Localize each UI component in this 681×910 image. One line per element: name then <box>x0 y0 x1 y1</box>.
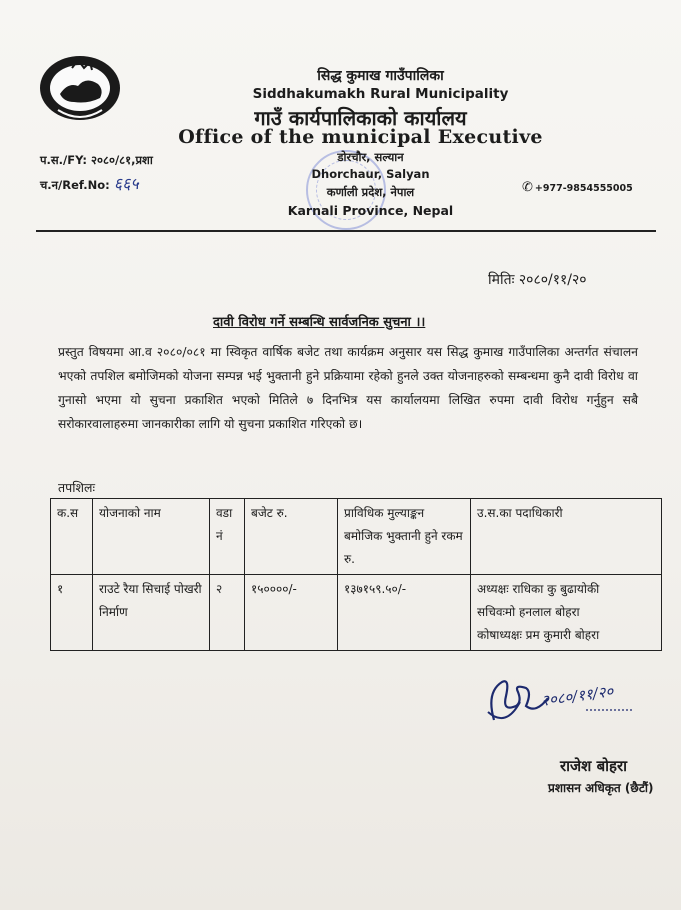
address-np-1: डोरचौर, सल्यान <box>337 150 404 164</box>
fy-value: २०८०/८१,प्रशा <box>91 153 153 167</box>
cell-project-name: राउटे रैया सिचाई पोखरी निर्माण <box>93 575 210 651</box>
table-header-row <box>51 499 662 575</box>
municipality-name-np: सिद्ध कुमाख गाउँपालिका <box>317 68 444 84</box>
ref-label: च.न/Ref.No: <box>40 178 110 192</box>
table-row <box>51 575 662 651</box>
handwritten-signature <box>476 662 646 742</box>
signatory-name: राजेश बोहरा <box>560 757 628 775</box>
project-table <box>50 498 662 651</box>
cell-officials <box>471 575 662 651</box>
office-name-en: Office of the municipal Executive <box>178 126 543 148</box>
phone-number: +977-9854555005 <box>534 183 633 194</box>
signatory-title: प्रशासन अधिकृत (छैटौं) <box>548 781 654 795</box>
notice-body: प्रस्तुत विषयमा आ.व २०८०/०८१ मा स्विकृत वार्षिक बजेट तथा कार्यक्रम अनुसार यस सिद्ध कुमाख गाउँपालिका अन्तर्गत संचालन भएको तपशिल बमोजिमको योजना सम्पन्न भई भुक्तानी हुने प्रक्रियामा रहेको हुनले उक्त योजनाहरुको सम्बन्धमा कुनै दावी विरोध वा गुनासो भएमा यो सुचना प्रकाशित भएको मितिले ७ दिनभित्र यस कार्यालयमा लिखित रुपमा दावी विरोध गर्नुहुन सबै सरोकारवालाहरुमा जानकारीका लागि यो सुचना प्रकाशित गरिएको छ। <box>58 345 638 431</box>
notice-subject: दावी विरोध गर्ने सम्बन्धि सार्वजनिक सुचना ।। <box>213 315 426 330</box>
phone-icon: ✆ <box>522 180 533 195</box>
cell-payable: १३७१५९.५०/- <box>338 575 471 651</box>
official-chair: अध्यक्षः राधिका कु बुढायोकी <box>477 582 600 596</box>
fiscal-year-line <box>40 153 153 168</box>
phone-line <box>522 180 633 195</box>
col-header-sn: क.स <box>51 499 93 575</box>
header-divider <box>36 230 656 232</box>
address-np-2: कर्णाली प्रदेश, नेपाल <box>326 185 415 199</box>
col-header-project-name: योजनाको नाम <box>93 499 210 575</box>
col-header-payable: प्राविधिक मुल्याङ्कन बमोजिक भुक्तानी हुने रकम रु. <box>338 499 471 575</box>
cell-ward: २ <box>210 575 245 651</box>
official-secretary: सचिवःमो हनलाल बोहरा <box>477 605 580 619</box>
address-en-1: Dhorchaur, Salyan <box>311 167 430 181</box>
reference-line <box>40 172 139 194</box>
municipality-name-en: Siddhakumakh Rural Municipality <box>252 86 509 102</box>
col-header-ward: वडा नं <box>210 499 245 575</box>
address-en-2: Karnali Province, Nepal <box>287 203 454 218</box>
official-treasurer: कोषाध्यक्षः प्रम कुमारी बोहरा <box>477 628 600 642</box>
notice-date: मितिः २०८०/११/२० <box>488 272 587 288</box>
office-name-np: गाउँ कार्यपालिकाको कार्यालय <box>254 106 467 130</box>
fy-label: प.स./FY: <box>40 153 88 167</box>
details-label: तपशिलः <box>58 480 95 495</box>
signature-date: २०८०/११/२० <box>540 682 615 710</box>
col-header-budget: बजेट रु. <box>245 499 338 575</box>
ref-value: ६६५ <box>113 174 139 193</box>
col-header-officials: उ.स.का पदाधिकारी <box>471 499 662 575</box>
cell-budget: १५००००/- <box>245 575 338 651</box>
cell-sn: १ <box>51 575 93 651</box>
